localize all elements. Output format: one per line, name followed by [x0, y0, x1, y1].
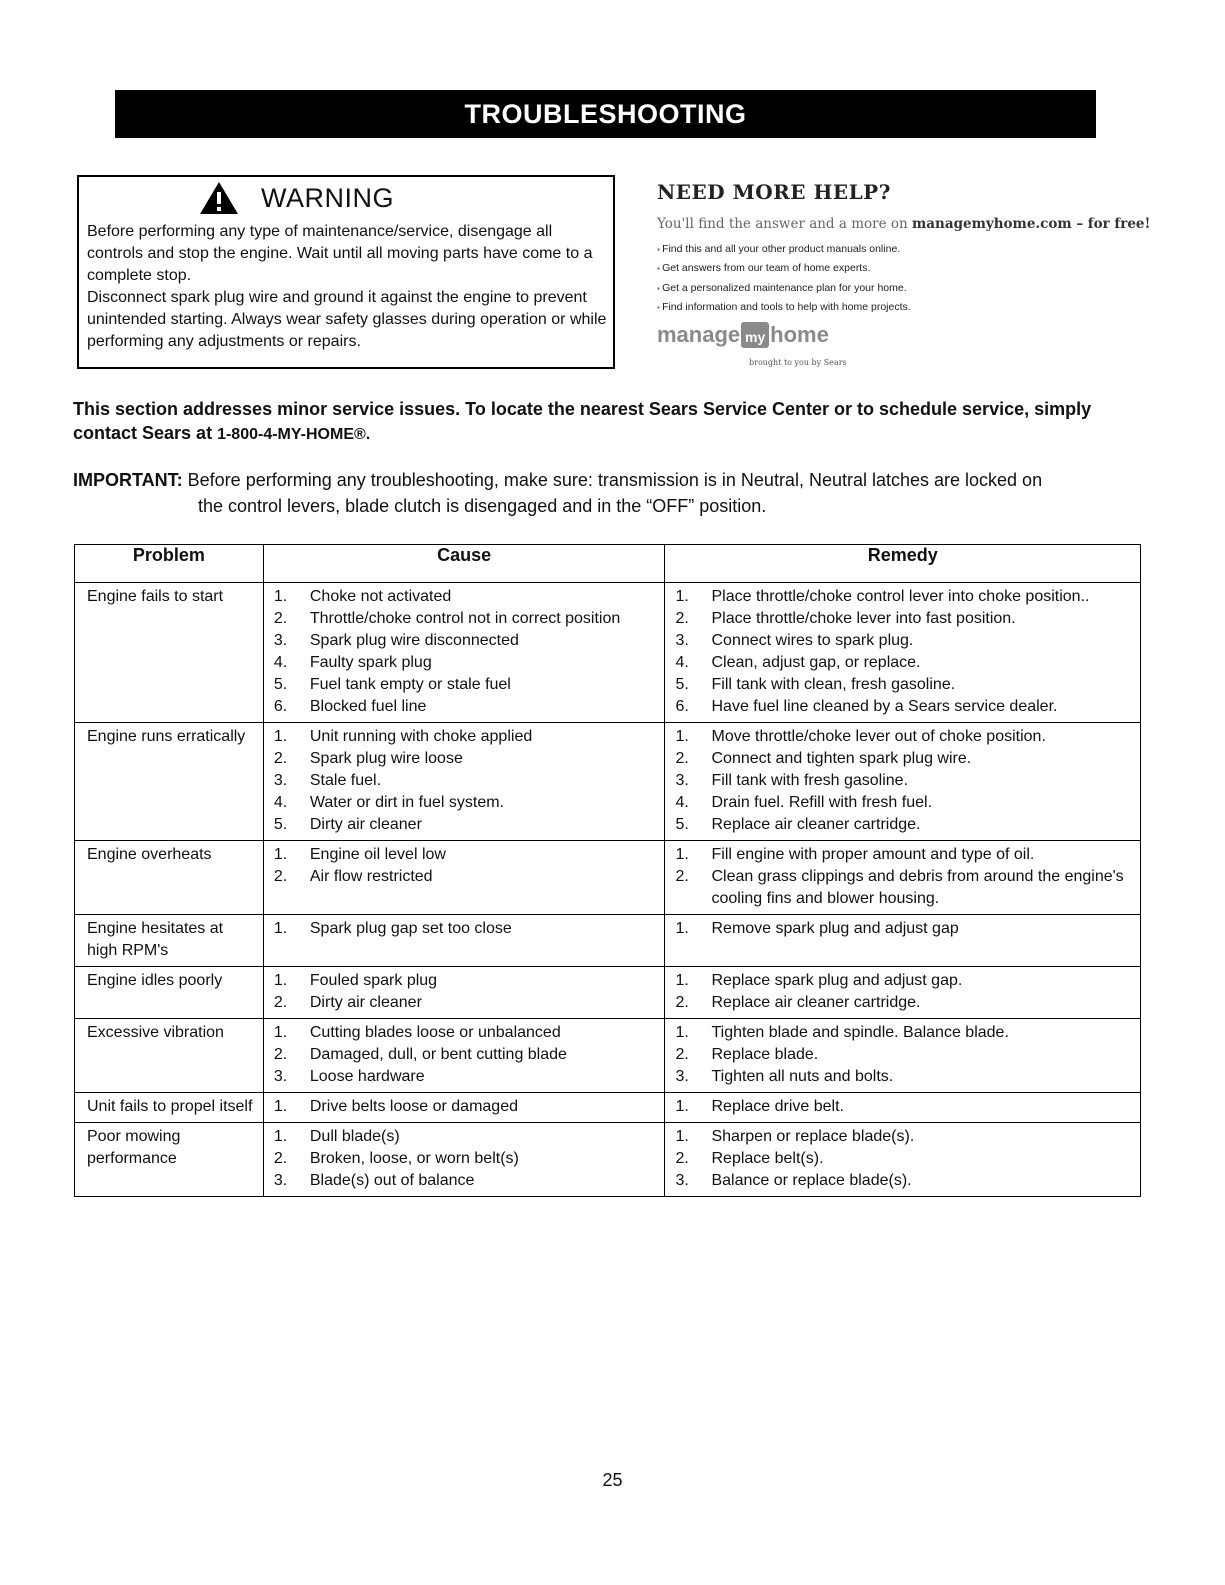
item-number: 1. — [675, 1098, 689, 1115]
remedy-cell — [665, 583, 1141, 723]
remedy-text: Balance or replace blade(s). — [711, 1172, 912, 1189]
cause-cell — [263, 967, 665, 1019]
intro-body: This section addresses minor service issues. To locate the nearest Sears Service Center or to schedule service, simply contact Sears at — [73, 399, 1092, 443]
table-header-row — [75, 545, 1141, 583]
item-number: 3. — [675, 772, 689, 789]
table-row — [75, 1019, 1141, 1093]
cause-cell — [263, 583, 665, 723]
cause-text: Air flow restricted — [309, 868, 433, 885]
remedy-text: Replace blade. — [711, 1046, 819, 1063]
item-number: 1. — [273, 728, 288, 745]
item-number: 3. — [675, 1172, 689, 1189]
cause-item — [274, 608, 657, 630]
item-number: 1. — [675, 846, 689, 863]
cause-cell — [263, 723, 665, 841]
item-number: 2. — [273, 1046, 288, 1063]
header-cause: Cause — [263, 545, 665, 583]
remedy-item — [675, 814, 1132, 836]
remedy-item — [675, 970, 1132, 992]
cause-text: Choke not activated — [309, 588, 452, 605]
remedy-text: Move throttle/choke lever out of choke position. — [711, 728, 1046, 745]
cause-text: Stale fuel. — [309, 772, 382, 789]
remedy-text: Sharpen or replace blade(s). — [711, 1128, 915, 1145]
remedy-cell — [665, 723, 1141, 841]
remedy-item — [675, 1170, 1132, 1192]
remedy-text: Connect and tighten spark plug wire. — [711, 750, 972, 767]
remedy-item — [675, 866, 1132, 910]
logo-home: home — [770, 322, 829, 347]
cause-cell — [263, 1123, 665, 1197]
warning-text — [87, 221, 609, 353]
sears-phone: 1-800-4-MY-HOME®. — [217, 426, 371, 443]
cause-text: Drive belts loose or damaged — [309, 1098, 518, 1115]
remedy-text: Connect wires to spark plug. — [711, 632, 914, 649]
item-number: 5. — [675, 816, 689, 833]
problem-cell: Poor mowing performance — [75, 1123, 264, 1197]
item-number: 2. — [675, 750, 689, 767]
remedy-cell — [665, 1019, 1141, 1093]
cause-item — [274, 748, 657, 770]
item-number: 3. — [273, 632, 288, 649]
cause-text: Loose hardware — [309, 1068, 425, 1085]
cause-item — [274, 844, 657, 866]
remedy-text: Fill engine with proper amount and type of oil. — [711, 846, 1035, 863]
remedy-item — [675, 1148, 1132, 1170]
cause-text: Fuel tank empty or stale fuel — [309, 676, 511, 693]
section-banner: TROUBLESHOOTING — [115, 90, 1096, 138]
cause-item — [274, 866, 657, 888]
troubleshooting-table — [74, 544, 1141, 1197]
help-subtitle — [657, 216, 1151, 232]
cause-item — [274, 792, 657, 814]
help-list-item: ▪ Find this and all your other product manuals online. — [657, 240, 1147, 259]
logo-my: my — [741, 322, 769, 348]
remedy-item — [675, 674, 1132, 696]
remedy-text: Tighten all nuts and bolts. — [711, 1068, 894, 1085]
remedy-item — [675, 586, 1132, 608]
help-panel — [657, 180, 1151, 367]
item-number: 2. — [675, 994, 689, 1011]
item-number: 4. — [273, 654, 288, 671]
remedy-item — [675, 748, 1132, 770]
remedy-item — [675, 992, 1132, 1014]
page-number: 25 — [602, 1470, 623, 1490]
item-number: 2. — [675, 1150, 689, 1167]
remedy-item — [675, 792, 1132, 814]
item-number: 3. — [675, 632, 689, 649]
cause-text: Spark plug wire disconnected — [309, 632, 519, 649]
cause-item — [274, 1066, 657, 1088]
table-row — [75, 1123, 1141, 1197]
cause-item — [274, 770, 657, 792]
cause-text: Damaged, dull, or bent cutting blade — [309, 1046, 567, 1063]
item-number: 3. — [273, 1172, 288, 1189]
cause-text: Broken, loose, or worn belt(s) — [309, 1150, 519, 1167]
item-number: 5. — [273, 816, 288, 833]
important-note — [73, 467, 1153, 519]
remedy-text: Have fuel line cleaned by a Sears service dealer. — [711, 698, 1058, 715]
item-number: 2. — [273, 750, 288, 767]
item-number: 2. — [675, 610, 689, 627]
cause-text: Dirty air cleaner — [309, 994, 422, 1011]
item-number: 2. — [675, 1046, 689, 1063]
item-number: 5. — [273, 676, 288, 693]
help-list-item: ▪ Get a personalized maintenance plan for your home. — [657, 279, 1147, 298]
item-number: 1. — [273, 846, 288, 863]
remedy-cell — [665, 1093, 1141, 1123]
table-row — [75, 967, 1141, 1019]
help-list-item: ▪ Get answers from our team of home experts. — [657, 259, 1147, 278]
help-title: NEED MORE HELP? — [657, 180, 891, 204]
item-number: 4. — [675, 794, 689, 811]
important-line-2: the control levers, blade clutch is disengaged and in the “OFF” position. — [198, 496, 767, 516]
warning-triangle-icon — [199, 181, 239, 215]
cause-item — [274, 696, 657, 718]
remedy-item — [675, 696, 1132, 718]
cause-item — [274, 918, 657, 940]
cause-text: Engine oil level low — [309, 846, 446, 863]
table-row — [75, 915, 1141, 967]
cause-text: Blade(s) out of balance — [309, 1172, 475, 1189]
cause-item — [274, 970, 657, 992]
cause-text: Dull blade(s) — [309, 1128, 400, 1145]
item-number: 3. — [273, 1068, 288, 1085]
item-number: 2. — [273, 610, 288, 627]
table-row — [75, 841, 1141, 915]
cause-item — [274, 630, 657, 652]
remedy-item — [675, 726, 1132, 748]
cause-text: Spark plug wire loose — [309, 750, 463, 767]
cause-text: Cutting blades loose or unbalanced — [309, 1024, 561, 1041]
remedy-item — [675, 918, 1132, 940]
help-list-item: ▪ Find information and tools to help with home projects. — [657, 298, 1147, 317]
remedy-text: Clean, adjust gap, or replace. — [711, 654, 921, 671]
cause-text: Throttle/choke control not in correct position — [309, 610, 621, 627]
cause-item — [274, 992, 657, 1014]
cause-cell — [263, 915, 665, 967]
cause-item — [274, 1170, 657, 1192]
remedy-item — [675, 770, 1132, 792]
item-number: 1. — [273, 1128, 288, 1145]
warning-box — [77, 175, 615, 369]
remedy-text: Tighten blade and spindle. Balance blade. — [711, 1024, 1009, 1041]
remedy-item — [675, 1126, 1132, 1148]
remedy-item — [675, 630, 1132, 652]
item-number: 6. — [273, 698, 288, 715]
cause-item — [274, 1044, 657, 1066]
remedy-text: Fill tank with clean, fresh gasoline. — [711, 676, 956, 693]
warning-title: WARNING — [261, 182, 394, 213]
cause-item — [274, 1022, 657, 1044]
cause-item — [274, 814, 657, 836]
cause-text: Faulty spark plug — [309, 654, 432, 671]
item-number: 1. — [675, 728, 689, 745]
remedy-text: Remove spark plug and adjust gap — [711, 920, 959, 937]
problem-cell: Engine hesitates at high RPM's — [75, 915, 264, 967]
remedy-cell — [665, 967, 1141, 1019]
item-number: 4. — [273, 794, 288, 811]
cause-text: Fouled spark plug — [309, 972, 438, 989]
remedy-cell — [665, 841, 1141, 915]
remedy-text: Replace air cleaner cartridge. — [711, 816, 921, 833]
cause-item — [274, 586, 657, 608]
header-remedy: Remedy — [665, 545, 1141, 583]
warning-paragraph: Before performing any type of maintenance/service, disengage all controls and stop the engine. Wait until all moving parts have come to a complete stop. — [87, 223, 593, 284]
remedy-item — [675, 608, 1132, 630]
cause-item — [274, 1096, 657, 1118]
remedy-item — [675, 1022, 1132, 1044]
remedy-text: Replace spark plug and adjust gap. — [711, 972, 963, 989]
remedy-text: Replace drive belt. — [711, 1098, 844, 1115]
cause-text: Spark plug gap set too close — [309, 920, 512, 937]
problem-cell: Excessive vibration — [75, 1019, 264, 1093]
item-number: 3. — [273, 772, 288, 789]
remedy-item — [675, 1044, 1132, 1066]
intro-text — [73, 397, 1153, 447]
warning-header — [199, 181, 394, 215]
remedy-text: Place throttle/choke lever into fast position. — [711, 610, 1016, 627]
help-list — [657, 240, 1147, 317]
table-body — [75, 583, 1141, 1197]
cause-text: Blocked fuel line — [309, 698, 427, 715]
problem-cell: Engine idles poorly — [75, 967, 264, 1019]
problem-cell: Engine overheats — [75, 841, 264, 915]
item-number: 1. — [273, 1098, 288, 1115]
warning-paragraph: Disconnect spark plug wire and ground it against the engine to prevent unintended starting. Always wear safety glasses during operation or while performing any adjustments or repairs. — [87, 289, 607, 350]
item-number: 1. — [273, 588, 288, 605]
item-number: 1. — [273, 972, 288, 989]
remedy-cell — [665, 915, 1141, 967]
item-number: 2. — [273, 994, 288, 1011]
item-number: 1. — [273, 920, 288, 937]
cause-cell — [263, 1019, 665, 1093]
item-number: 2. — [273, 1150, 288, 1167]
help-subtitle-prefix: You'll find the answer and a more on — [657, 216, 912, 232]
item-number: 2. — [675, 868, 689, 885]
remedy-text: Replace air cleaner cartridge. — [711, 994, 921, 1011]
item-number: 1. — [675, 1128, 689, 1145]
cause-text: Water or dirt in fuel system. — [309, 794, 504, 811]
remedy-text: Drain fuel. Refill with fresh fuel. — [711, 794, 933, 811]
table-row — [75, 583, 1141, 723]
logo-manage: manage — [657, 322, 741, 347]
cause-item — [274, 1126, 657, 1148]
cause-item — [274, 1148, 657, 1170]
help-site-link[interactable]: managemyhome.com — [911, 216, 1072, 232]
cause-item — [274, 652, 657, 674]
remedy-item — [675, 652, 1132, 674]
cause-cell — [263, 1093, 665, 1123]
logo-tagline: brought to you by Sears — [749, 358, 847, 367]
item-number: 1. — [675, 920, 689, 937]
item-number: 1. — [675, 972, 689, 989]
cause-text: Unit running with choke applied — [309, 728, 533, 745]
cause-item — [274, 674, 657, 696]
item-number: 5. — [675, 676, 689, 693]
item-number: 3. — [675, 1068, 689, 1085]
item-number: 1. — [273, 1024, 288, 1041]
managemyhome-logo — [657, 318, 829, 352]
remedy-item — [675, 1096, 1132, 1118]
header-problem: Problem — [75, 545, 264, 583]
remedy-cell — [665, 1123, 1141, 1197]
cause-item — [274, 726, 657, 748]
remedy-text: Replace belt(s). — [711, 1150, 824, 1167]
problem-cell: Engine fails to start — [75, 583, 264, 723]
item-number: 1. — [675, 588, 689, 605]
problem-cell: Engine runs erratically — [75, 723, 264, 841]
table-row — [75, 723, 1141, 841]
item-number: 6. — [675, 698, 689, 715]
item-number: 2. — [273, 868, 288, 885]
cause-text: Dirty air cleaner — [309, 816, 422, 833]
cause-cell — [263, 841, 665, 915]
help-subtitle-suffix: – for free! — [1071, 216, 1151, 232]
problem-cell: Unit fails to propel itself — [75, 1093, 264, 1123]
remedy-item — [675, 844, 1132, 866]
item-number: 4. — [675, 654, 689, 671]
remedy-text: Clean grass clippings and debris from around the engine's cooling fins and blower housing. — [711, 868, 1124, 907]
table-row — [75, 1093, 1141, 1123]
remedy-item — [675, 1066, 1132, 1088]
item-number: 1. — [675, 1024, 689, 1041]
remedy-text: Place throttle/choke control lever into choke position.. — [711, 588, 1090, 605]
remedy-text: Fill tank with fresh gasoline. — [711, 772, 909, 789]
important-label: IMPORTANT: — [73, 470, 183, 490]
important-line-1: Before performing any troubleshooting, make sure: transmission is in Neutral, Neutral latches are locked on — [182, 470, 1043, 490]
